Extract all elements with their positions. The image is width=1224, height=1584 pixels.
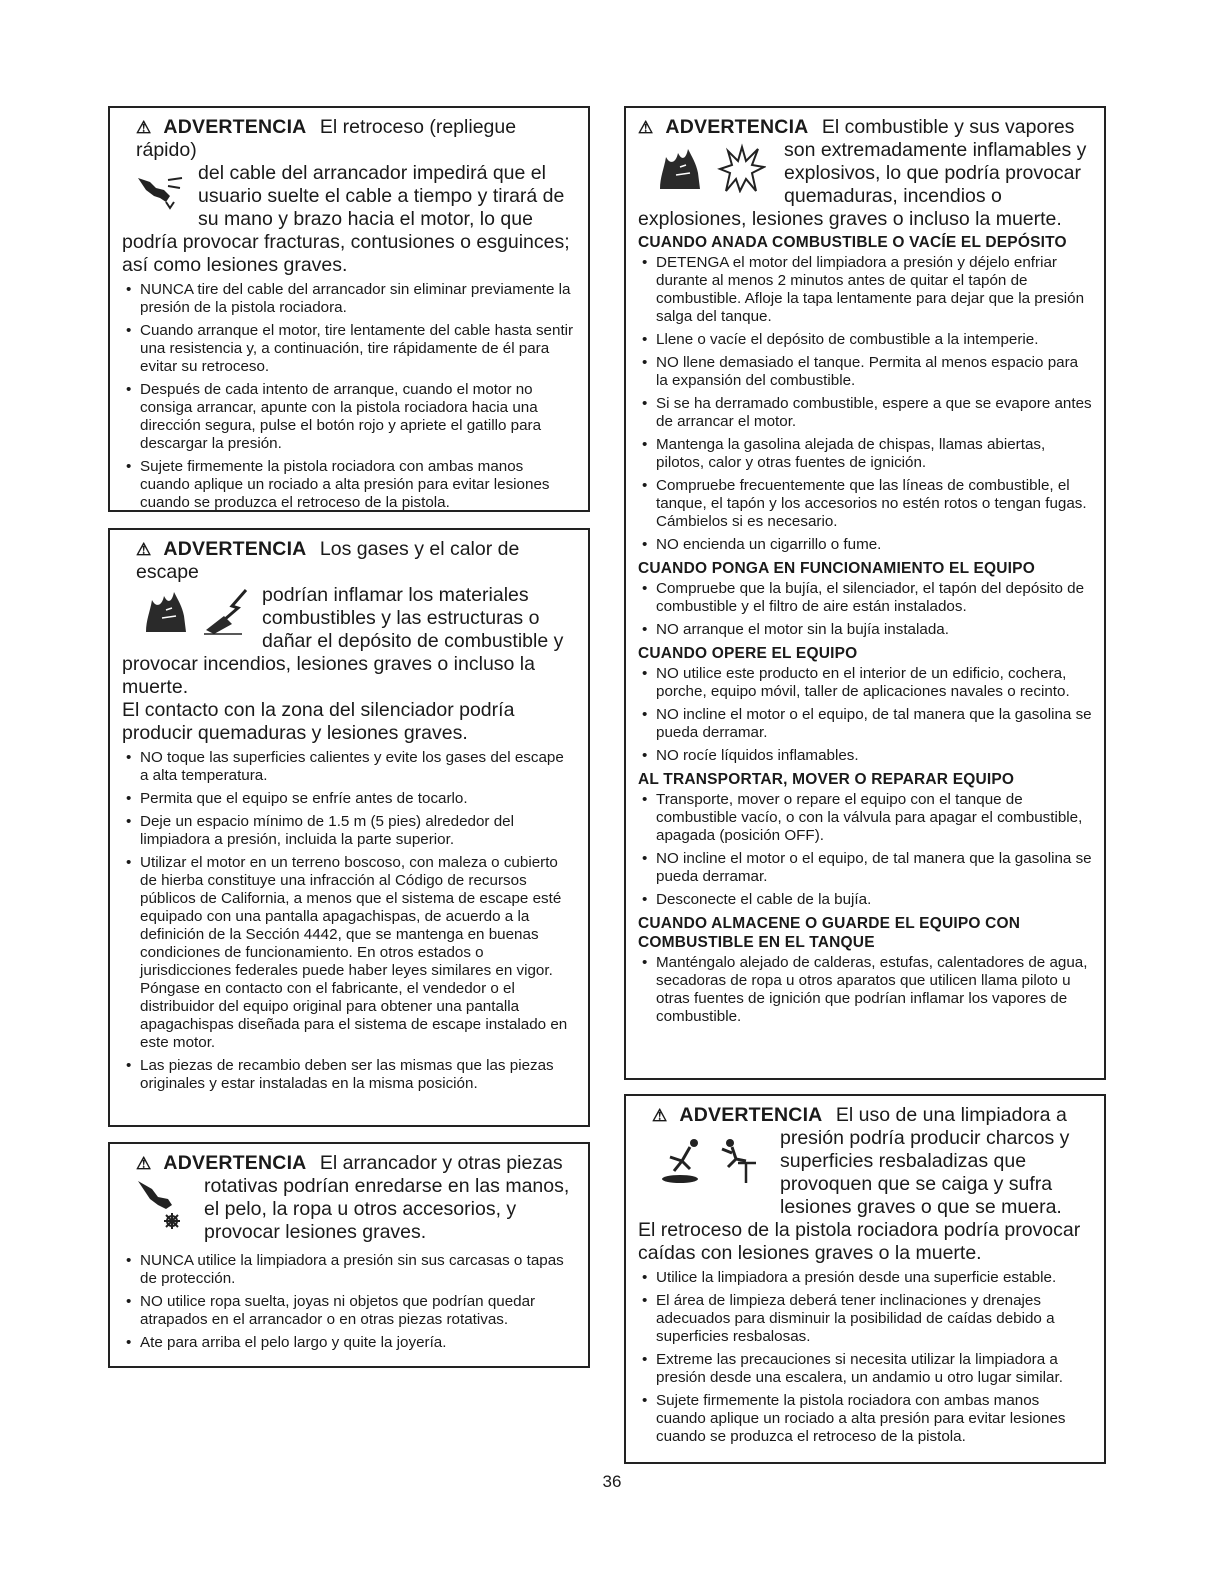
intro-line: explosivos, lo que podría provocar: [784, 162, 1082, 184]
warning-lead: Los gases y el calor de escape: [136, 538, 520, 583]
bullet-item: • Si se ha derramado combustible, espere a que se evapore antes de arrancar el motor.: [638, 395, 1092, 431]
warning-header: [122, 1152, 576, 1175]
warning-header: [122, 116, 576, 162]
bullet-item: • Cuando arranque el motor, tire lentamente del cable hasta sentir una resistencia y, a continuación, tire rápidamente de él para evitar su retroceso.: [122, 322, 576, 376]
intro-line: rotativas podrían enredarse en las manos,: [204, 1175, 570, 1197]
exhaust-warning-box: [108, 528, 590, 1127]
warning-triangle-icon: ⚠: [136, 1154, 152, 1173]
bullet-list: [122, 749, 576, 1093]
bullet-list: [122, 281, 576, 512]
hot-surface-icon: [202, 586, 252, 636]
intro-line: podrían inflamar los materiales: [262, 584, 529, 606]
intro-line: quemaduras, incendios o: [784, 185, 1002, 207]
bullet-list: [638, 1269, 1092, 1446]
section-heading: CUANDO ANADA COMBUSTIBLE O VACÍE EL DEPÓSITO: [638, 234, 1067, 251]
bullet-item: • Transporte, mover o repare el equipo con el tanque de combustible vacío, o con la válvula para apagar el combustible, apagada (posición OFF).: [638, 791, 1092, 845]
bullet-item: • NUNCA utilice la limpiadora a presión sin sus carcasas o tapas de protección.: [122, 1252, 576, 1288]
bullet-item: • NO utilice ropa suelta, joyas ni objetos que podrían quedar atrapados en el arrancador o en otras piezas rotativas.: [122, 1293, 576, 1329]
intro-icons: [122, 584, 262, 636]
recoil-warning-box: [108, 106, 590, 512]
bullet-item: • NO encienda un cigarrillo o fume.: [638, 536, 1092, 554]
bullet-item: • Llene o vacíe el depósito de combustible a la intemperie.: [638, 331, 1092, 349]
recoil-hand-icon: [122, 162, 198, 212]
warning-triangle-icon: ⚠: [136, 118, 152, 137]
bullet-list: [122, 1252, 576, 1352]
slip-warning-box: [624, 1094, 1106, 1464]
bullet-item: • Después de cada intento de arranque, cuando el motor no consiga arrancar, apunte con la pistola rociadora hacia una dirección segura, pulse el botón rojo y apriete el gatillo para descargar la presión.: [122, 381, 576, 453]
page-number: 36: [602, 1472, 622, 1491]
warning-triangle-icon: ⚠: [652, 1106, 668, 1125]
bullet-list: [638, 791, 1092, 909]
bullet-item: • Deje un espacio mínimo de 1.5 m (5 pies) alrededor del limpiadora a presión, incluida la parte superior.: [122, 813, 576, 849]
warning-lead: El arrancador y otras piezas: [319, 1152, 563, 1174]
warning-header: [638, 116, 1092, 139]
warning-triangle-icon: ⚠: [638, 118, 654, 137]
bullet-item: • Compruebe frecuentemente que las líneas de combustible, el tanque, el tapón y los accesorios no estén rotos o tengan fugas. Cámbielos si es necesario.: [638, 477, 1092, 531]
intro-line: lesiones graves o que se muera.: [780, 1196, 1062, 1218]
fire-icon: [142, 586, 192, 636]
section-heading: CUANDO PONGA EN FUNCIONAMIENTO EL EQUIPO: [638, 560, 1035, 577]
section-heading: CUANDO OPERE EL EQUIPO: [638, 645, 858, 662]
warning-paragraph: El retroceso de la pistola rociadora podría provocar caídas con lesiones graves o la muerte.: [638, 1219, 1081, 1264]
warning-paragraph: podría provocar fracturas, contusiones o esguinces; así como lesiones graves.: [122, 231, 570, 276]
warning-keyword: ADVERTENCIA: [163, 538, 307, 560]
warning-header: [638, 1104, 1092, 1127]
bullet-item: • Permita que el equipo se enfríe antes de tocarlo.: [122, 790, 576, 808]
bullet-item: • NO incline el motor o el equipo, de tal manera que la gasolina se pueda derramar.: [638, 850, 1092, 886]
rotating-parts-warning-box: [108, 1142, 590, 1368]
bullet-list: [638, 580, 1092, 639]
intro-line: provoquen que se caiga y sufra: [780, 1173, 1053, 1195]
bullet-item: • El área de limpieza deberá tener inclinaciones y drenajes adecuados para disminuir la posibilidad de caídas debido a superficies resbalosas.: [638, 1292, 1092, 1346]
intro-line: dañar el depósito de combustible y: [262, 630, 564, 652]
bullet-list: [638, 254, 1092, 554]
intro-line: combustibles y las estructuras o: [262, 607, 540, 629]
warning-paragraph: provocar incendios, lesiones graves o incluso la muerte.: [122, 653, 535, 698]
bullet-item: • NO rocíe líquidos inflamables.: [638, 747, 1092, 765]
intro-line: su mano y brazo hacia el motor, lo que: [198, 208, 533, 230]
bullet-item: • Ate para arriba el pelo largo y quite la joyería.: [122, 1334, 576, 1352]
bullet-item: • Compruebe que la bujía, el silenciador, el tapón del depósito de combustible y el filtro de aire están instalados.: [638, 580, 1092, 616]
warning-lead: El combustible y sus vapores: [821, 116, 1075, 138]
bullet-item: • NUNCA tire del cable del arrancador sin eliminar previamente la presión de la pistola rociadora.: [122, 281, 576, 317]
warning-header: [122, 538, 576, 584]
section-heading: AL TRANSPORTAR, MOVER O REPARAR EQUIPO: [638, 771, 1015, 788]
section-heading: CUANDO ALMACENE O GUARDE EL EQUIPO CON COMBUSTIBLE EN EL TANQUE: [638, 915, 1021, 951]
bullet-item: • Utilizar el motor en un terreno boscoso, con maleza o cubierto de hierba constituye una infracción al Código de recursos públicos de California, a menos que el sistema de escape esté equipado con una pantalla apagachispas, de acuerdo a la definición de la Sección 4442, que se mantenga en buenas condiciones de funcionamiento. En otros estados o jurisdicciones federales puede haber leyes similares en vigor. Póngase en contacto con el fabricante, el vendedor o el distribuidor del equipo original para obtener una pantalla apagachispas diseñada para el sistema de escape instalado en este motor.: [122, 854, 576, 1052]
bullet-item: • NO toque las superficies calientes y evite los gases del escape a alta temperatura.: [122, 749, 576, 785]
explosion-icon: [716, 143, 766, 193]
warning-keyword: ADVERTENCIA: [679, 1104, 823, 1126]
bullet-item: • NO utilice este producto en el interior de un edificio, cochera, porche, equipo móvil, taller de aplicaciones navales o recinto.: [638, 665, 1092, 701]
entanglement-hand-icon: [122, 1175, 204, 1233]
warning-paragraph: El contacto con la zona del silenciador podría producir quemaduras y lesiones graves.: [122, 699, 515, 744]
intro-icons: [638, 139, 784, 193]
bullet-list: [638, 954, 1092, 1026]
bullet-item: • NO arranque el motor sin la bujía instalada.: [638, 621, 1092, 639]
intro-line: presión podría producir charcos y: [780, 1127, 1070, 1149]
warning-keyword: ADVERTENCIA: [163, 1152, 307, 1174]
bullet-item: • Desconecte el cable de la bujía.: [638, 891, 1092, 909]
fuel-warning-box: [624, 106, 1106, 1080]
intro-line: usuario suelte el cable a tiempo y tirará de: [198, 185, 565, 207]
bullet-item: • NO llene demasiado el tanque. Permita al menos espacio para la expansión del combustible.: [638, 354, 1092, 390]
warning-keyword: ADVERTENCIA: [665, 116, 809, 138]
bullet-item: • Sujete firmemente la pistola rociadora con ambas manos cuando aplique un rociado a alta presión para evitar lesiones cuando se produzca el retroceso de la pistola.: [638, 1392, 1092, 1446]
intro-line: el pelo, la ropa u otros accesorios, y: [204, 1198, 517, 1220]
intro-line: son extremadamente inflamables y: [784, 139, 1087, 161]
intro-line: superficies resbaladizas que: [780, 1150, 1027, 1172]
warning-paragraph: explosiones, lesiones graves o incluso la muerte.: [638, 208, 1062, 230]
intro-line: del cable del arrancador impedirá que el: [198, 162, 546, 184]
bullet-list: [638, 665, 1092, 765]
warning-lead: El retroceso (repliegue rápido): [136, 116, 517, 161]
bullet-item: • Sujete firmemente la pistola rociadora con ambas manos cuando aplique un rociado a alta presión para evitar lesiones cuando se produzca el retroceso de la pistola.: [122, 458, 576, 512]
bullet-item: • Extreme las precauciones si necesita utilizar la limpiadora a presión desde una escalera, un andamio u otro lugar similar.: [638, 1351, 1092, 1387]
bullet-item: • Utilice la limpiadora a presión desde una superficie estable.: [638, 1269, 1092, 1287]
intro-icons: [638, 1127, 780, 1185]
warning-triangle-icon: ⚠: [136, 540, 152, 559]
fire-icon: [656, 143, 706, 193]
warning-keyword: ADVERTENCIA: [163, 116, 307, 138]
bullet-item: • NO incline el motor o el equipo, de tal manera que la gasolina se pueda derramar.: [638, 706, 1092, 742]
intro-line: provocar lesiones graves.: [204, 1221, 427, 1243]
bullet-item: • Manténgalo alejado de calderas, estufas, calentadores de agua, secadoras de ropa u otros aparatos que utilicen llama piloto u otras fuentes de ignición que podrían inflamar los vapores de combustible.: [638, 954, 1092, 1026]
bullet-item: • Mantenga la gasolina alejada de chispas, llamas abiertas, pilotos, calor y otras fuentes de ignición.: [638, 436, 1092, 472]
warning-lead: El uso de una limpiadora a: [835, 1104, 1067, 1126]
slip-hazard-icon: [660, 1135, 706, 1185]
fall-hazard-icon: [716, 1135, 762, 1185]
bullet-item: • Las piezas de recambio deben ser las mismas que las piezas originales y estar instaladas en la misma posición.: [122, 1057, 576, 1093]
bullet-item: • DETENGA el motor del limpiadora a presión y déjelo enfriar durante al menos 2 minutos antes de quitar el tapón de combustible. Afloje la tapa lentamente para dejar que la presión salga del tanque.: [638, 254, 1092, 326]
